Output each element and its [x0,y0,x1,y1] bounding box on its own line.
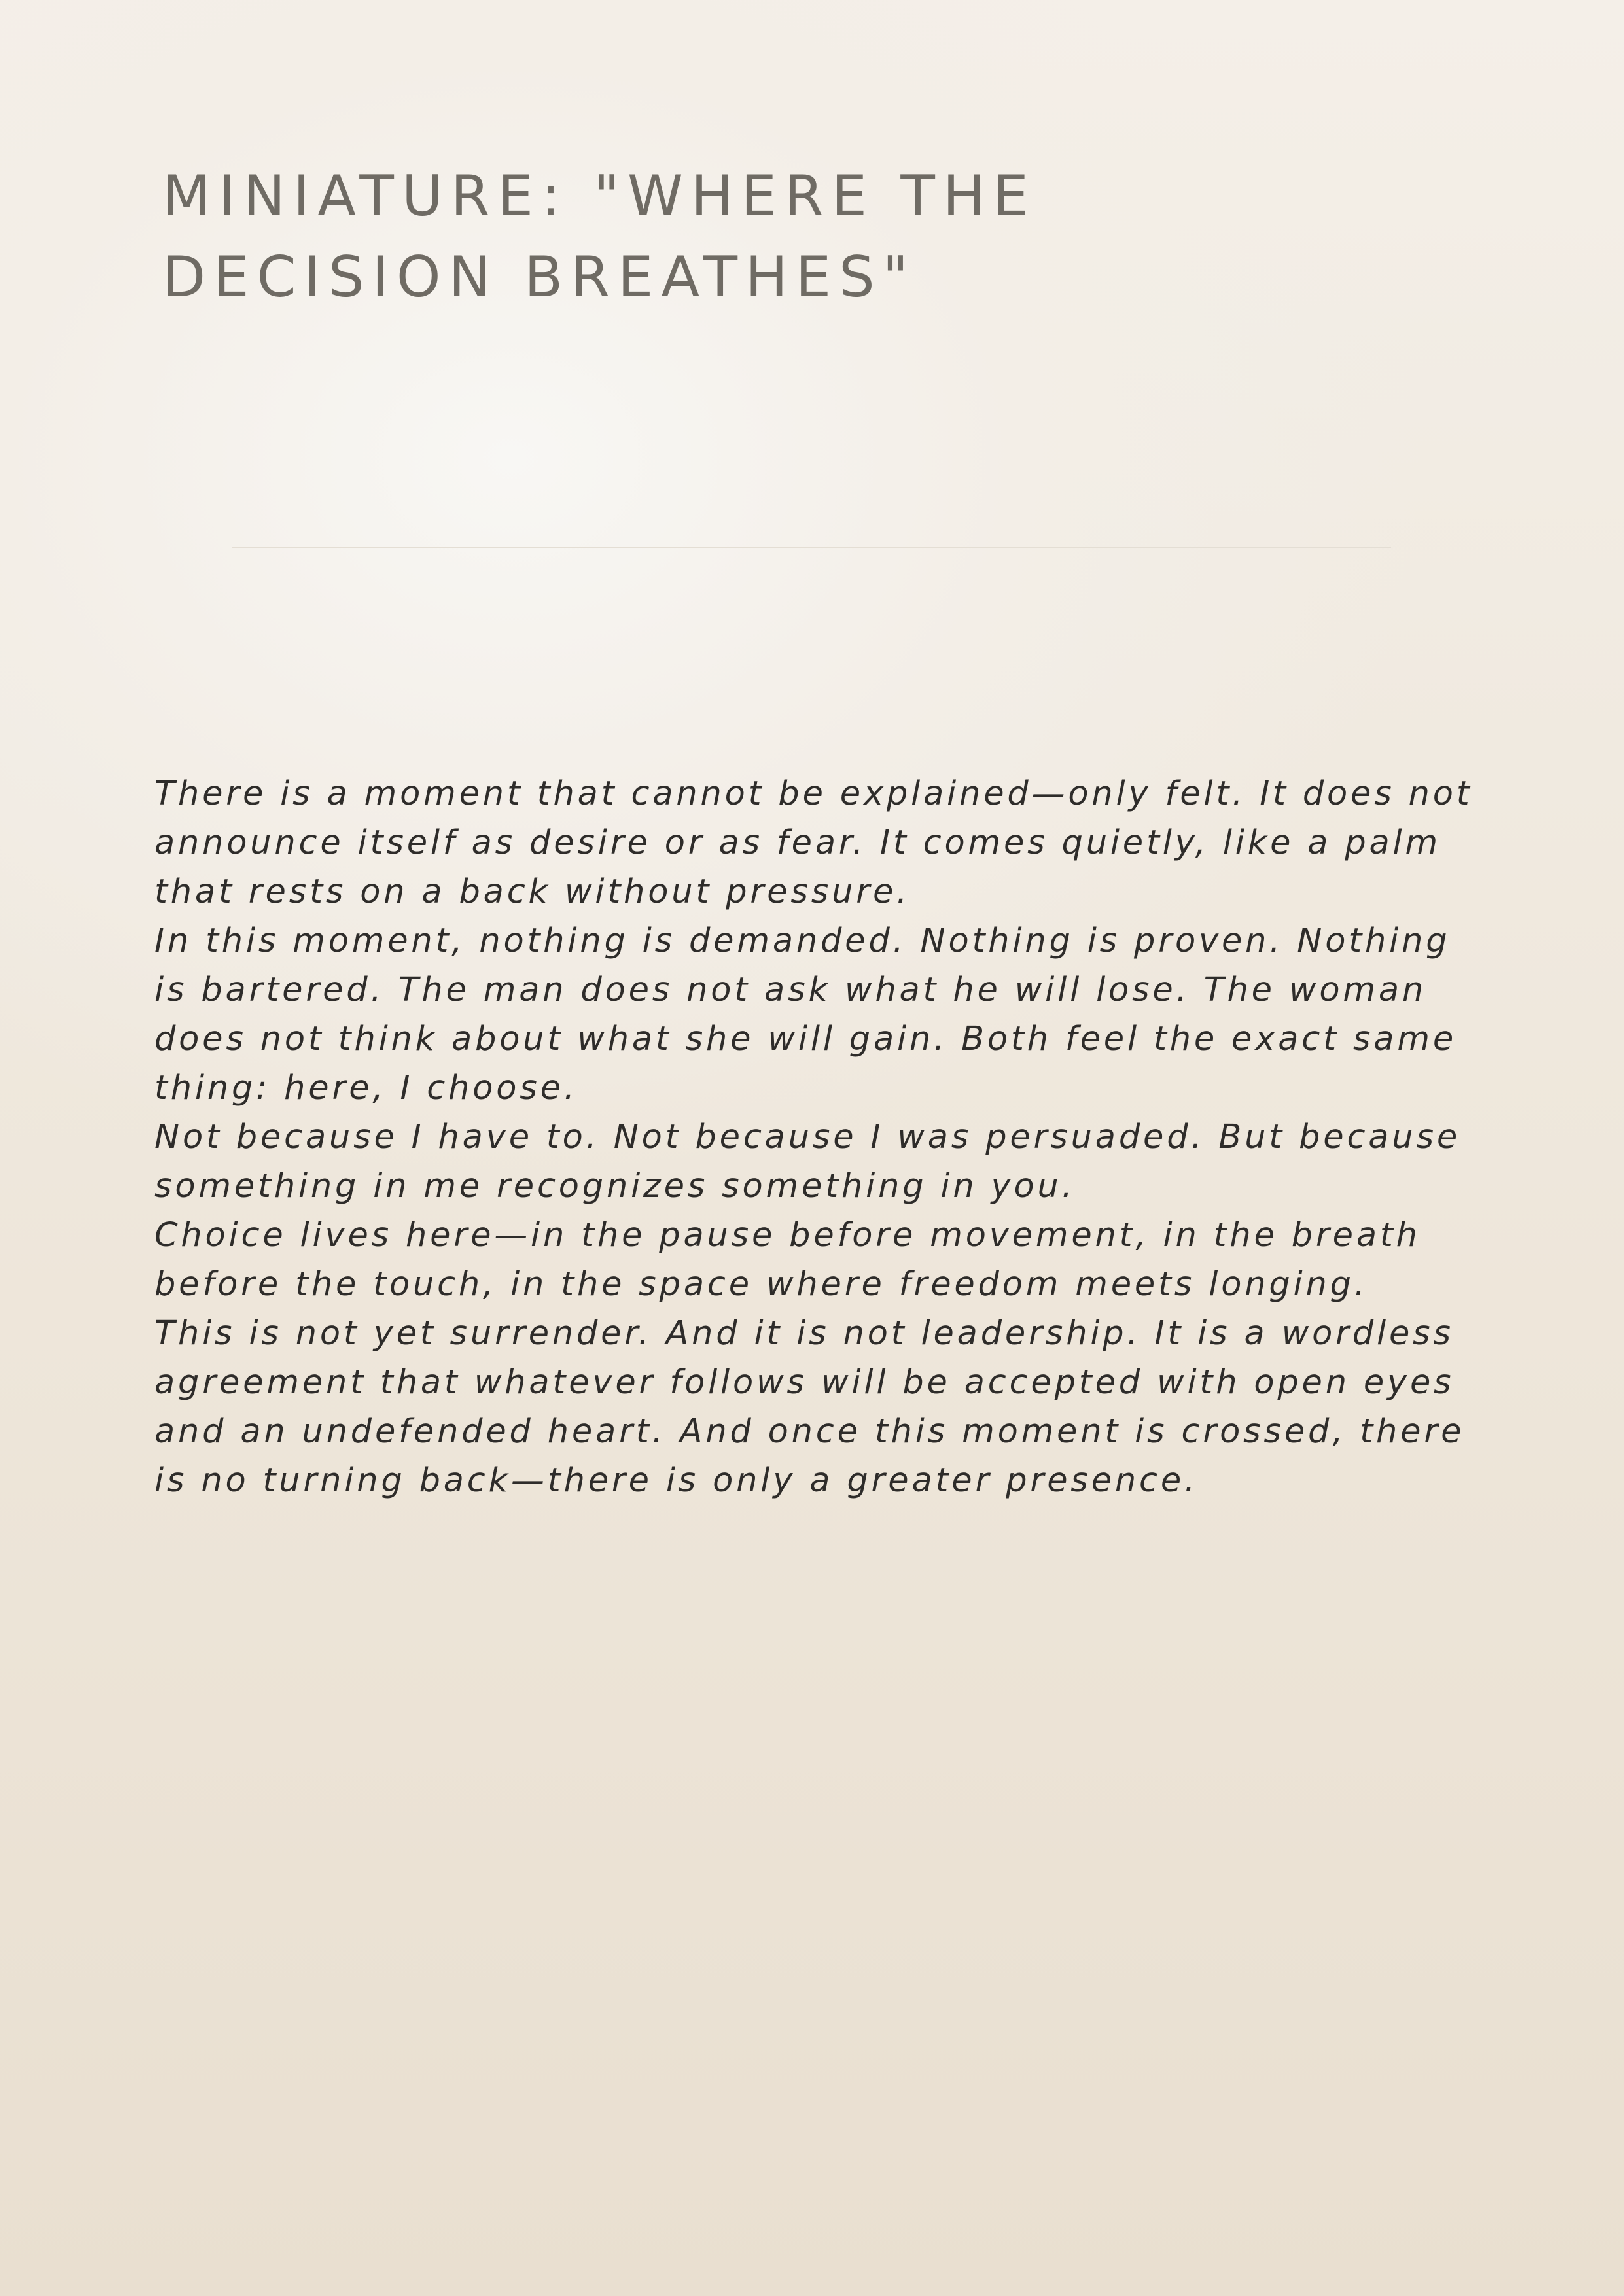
paragraph-1: There is a moment that cannot be explained—only felt. It does not announce itself as desire or as fear. It comes quietly, like a palm that rests on a back without pressure. [154,774,1473,911]
paragraph-2: In this moment, nothing is demanded. Nothing is proven. Nothing is bartered. The man does not ask what he will lose. The woman does not think about what she will gain. Both feel the exact same thing: here, I choose. [154,922,1456,1107]
title-line-1: MINIATURE: "WHERE THE [162,164,1036,229]
title-line-2: DECISION BREATHES" [162,245,917,310]
section-divider [232,547,1391,548]
body-text [154,769,1489,1505]
paragraph-3: Not because I have to. Not because I was persuaded. But because something in me recognizes something in you. [154,1118,1461,1206]
page-title [162,156,1340,318]
paragraph-4: Choice lives here—in the pause before movement, in the breath before the touch, in the space where freedom meets longing. [154,1216,1421,1304]
paragraph-5: This is not yet surrender. And it is not leadership. It is a wordless agreement that whatever follows will be accepted with open eyes and an undefended heart. And once this moment is crossed, there is no turning back—there is only a greater presence. [154,1314,1465,1500]
